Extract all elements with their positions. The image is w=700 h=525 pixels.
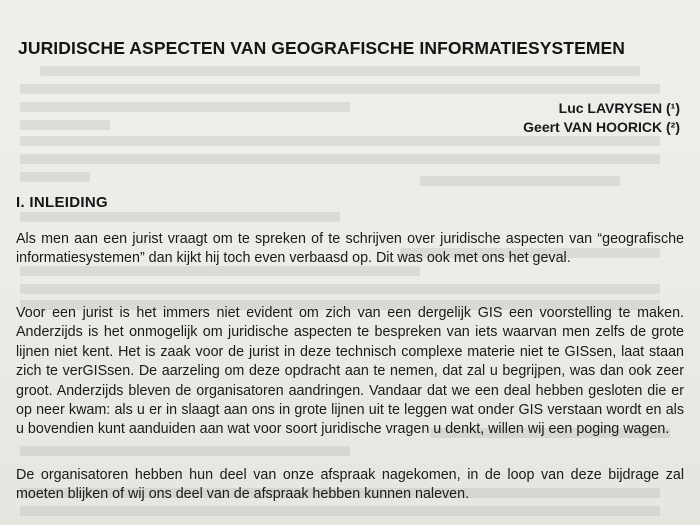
paragraph: Als men aan een jurist vraagt om te spreken of te schrijven over juridische aspecten van “geografische informatiesystemen” dan kijkt hij toch even verbaasd op. Dit was ook met ons het geval. [16,231,684,267]
author-name: Geert VAN HOORICK (²) [523,119,680,135]
paragraph: De organisatoren hebben hun deel van onze afspraak nagekomen, in de loop van deze bijdrage zal moeten blijken of wij ons deel van de afspraak hebben kunnen naleven. [16,467,684,503]
paragraph: Voor een jurist is het immers niet evident om zich van een dergelijk GIS een voorstelling te maken. Anderzijds is het onmogelijk om juridische aspecten te bespreken van iets waarvan men zelfs de grote lijnen niet kent. Het is zaak voor de jurist in deze technisch complexe materie niet te GISsen, laat staan zich te verGISsen. De aarzeling om deze opdracht aan te nemen, dat zal u begrijpen, was dan ook zeer groot. Anderzijds bleven de organisatoren aandringen. Vandaar dat we een deal hebben gesloten die er op neer kwam: als u er in slaagt aan ons in grote lijnen uit te leggen wat onder GIS verstaan wordt en als u bovendien kunt aanduiden aan wat voor soort juridische vragen u denkt, willen wij een poging wagen. [16,305,684,438]
document-title: JURIDISCHE ASPECTEN VAN GEOGRAFISCHE INFORMATIESYSTEMEN [18,38,626,58]
section-heading: I. INLEIDING [16,194,108,211]
author-block [523,99,680,137]
author-name: Luc LAVRYSEN (¹) [558,100,680,116]
